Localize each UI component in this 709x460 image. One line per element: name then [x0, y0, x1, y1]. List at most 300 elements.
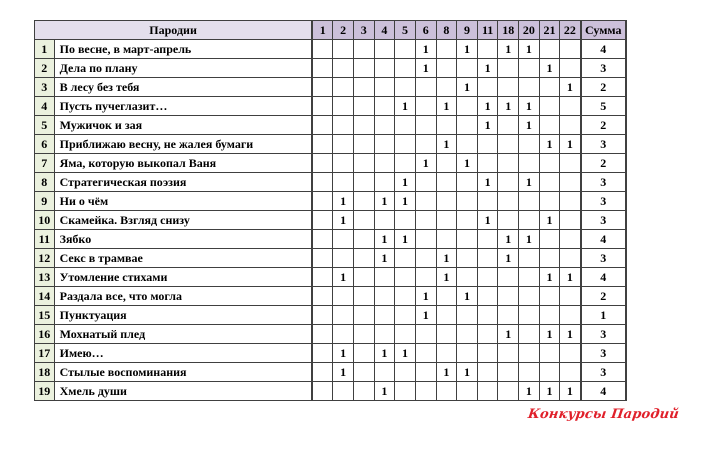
vote-cell: [498, 382, 519, 401]
vote-cell: [374, 363, 395, 382]
vote-cell: [312, 97, 333, 116]
vote-cell: 1: [436, 268, 457, 287]
vote-cell: [560, 40, 581, 59]
vote-cell: [353, 344, 374, 363]
vote-cell: [333, 173, 354, 192]
vote-cell: [539, 344, 560, 363]
parody-title: Пусть пучеглазит…: [54, 97, 312, 116]
vote-cell: 1: [539, 135, 560, 154]
vote-cell: [519, 344, 540, 363]
parody-title: Хмель души: [54, 382, 312, 401]
row-number: 17: [35, 344, 55, 363]
vote-cell: [519, 268, 540, 287]
vote-cell: [498, 287, 519, 306]
vote-cell: 1: [415, 40, 436, 59]
vote-cell: [457, 382, 478, 401]
vote-cell: [498, 211, 519, 230]
vote-cell: [519, 325, 540, 344]
sum-cell: 3: [581, 135, 627, 154]
vote-cell: [436, 287, 457, 306]
sum-cell: 3: [581, 325, 627, 344]
row-number: 15: [35, 306, 55, 325]
parody-title: Скамейка. Взгляд снизу: [54, 211, 312, 230]
vote-cell: [395, 287, 416, 306]
vote-cell: [312, 78, 333, 97]
vote-cell: [353, 116, 374, 135]
vote-cell: [498, 268, 519, 287]
vote-cell: [498, 116, 519, 135]
vote-cell: [312, 59, 333, 78]
vote-cell: [415, 173, 436, 192]
vote-cell: [374, 59, 395, 78]
vote-cell: [312, 211, 333, 230]
parody-title: Стылые воспоминания: [54, 363, 312, 382]
table-row: [35, 40, 627, 59]
vote-cell: [374, 173, 395, 192]
row-number: 7: [35, 154, 55, 173]
vote-cell: [353, 211, 374, 230]
vote-cell: [498, 173, 519, 192]
vote-cell: [539, 97, 560, 116]
vote-cell: [374, 325, 395, 344]
vote-cell: [498, 154, 519, 173]
vote-cell: 1: [436, 135, 457, 154]
vote-cell: 1: [539, 325, 560, 344]
vote-cell: [374, 78, 395, 97]
vote-cell: [436, 230, 457, 249]
sum-cell: 2: [581, 154, 627, 173]
vote-cell: [477, 268, 498, 287]
vote-cell: [333, 78, 354, 97]
vote-cell: [415, 192, 436, 211]
row-number: 12: [35, 249, 55, 268]
vote-cell: [395, 306, 416, 325]
row-number: 19: [35, 382, 55, 401]
vote-cell: [312, 249, 333, 268]
row-number: 6: [35, 135, 55, 154]
vote-cell: [415, 116, 436, 135]
vote-cell: [312, 382, 333, 401]
table-row: [35, 363, 627, 382]
vote-cell: [539, 192, 560, 211]
vote-cell: [457, 325, 478, 344]
sum-cell: 2: [581, 116, 627, 135]
vote-cell: [477, 306, 498, 325]
vote-cell: [436, 344, 457, 363]
vote-cell: [353, 173, 374, 192]
sum-cell: 3: [581, 363, 627, 382]
vote-cell: [415, 325, 436, 344]
vote-cell: 1: [498, 97, 519, 116]
vote-cell: [498, 59, 519, 78]
vote-cell: 1: [457, 78, 478, 97]
vote-cell: [436, 154, 457, 173]
vote-cell: 1: [457, 40, 478, 59]
vote-cell: 1: [539, 382, 560, 401]
row-number: 11: [35, 230, 55, 249]
vote-cell: [539, 40, 560, 59]
vote-cell: [333, 59, 354, 78]
vote-cell: 1: [519, 230, 540, 249]
results-table: [34, 20, 627, 401]
vote-cell: 1: [395, 344, 416, 363]
vote-cell: [312, 344, 333, 363]
row-number: 2: [35, 59, 55, 78]
table-row: [35, 382, 627, 401]
column-header: 20: [519, 21, 540, 40]
vote-cell: [539, 287, 560, 306]
vote-cell: [374, 97, 395, 116]
vote-cell: [353, 287, 374, 306]
vote-cell: [457, 211, 478, 230]
vote-cell: [333, 325, 354, 344]
vote-cell: [333, 306, 354, 325]
vote-cell: [415, 268, 436, 287]
vote-cell: 1: [333, 268, 354, 287]
sum-cell: 1: [581, 306, 627, 325]
vote-cell: [312, 135, 333, 154]
table-row: [35, 287, 627, 306]
header-row: [35, 21, 627, 40]
sum-cell: 2: [581, 287, 627, 306]
vote-cell: [353, 40, 374, 59]
vote-cell: [415, 78, 436, 97]
vote-cell: [436, 382, 457, 401]
vote-cell: [374, 306, 395, 325]
vote-cell: [519, 59, 540, 78]
vote-cell: [415, 382, 436, 401]
vote-cell: [498, 192, 519, 211]
vote-cell: 1: [374, 192, 395, 211]
vote-cell: [353, 249, 374, 268]
vote-cell: 1: [539, 268, 560, 287]
vote-cell: [519, 287, 540, 306]
vote-cell: [312, 363, 333, 382]
vote-cell: [457, 135, 478, 154]
vote-cell: [353, 59, 374, 78]
vote-cell: [333, 230, 354, 249]
table-row: [35, 249, 627, 268]
vote-cell: [498, 135, 519, 154]
vote-cell: 1: [395, 192, 416, 211]
vote-cell: 1: [374, 382, 395, 401]
sum-cell: 3: [581, 192, 627, 211]
vote-cell: [519, 135, 540, 154]
vote-cell: 1: [519, 40, 540, 59]
vote-cell: [333, 116, 354, 135]
table-row: [35, 173, 627, 192]
sum-cell: 4: [581, 268, 627, 287]
sum-cell: 2: [581, 78, 627, 97]
vote-cell: 1: [477, 116, 498, 135]
vote-cell: 1: [415, 287, 436, 306]
column-header: 11: [477, 21, 498, 40]
vote-cell: [560, 344, 581, 363]
vote-cell: 1: [374, 249, 395, 268]
vote-cell: 1: [477, 97, 498, 116]
vote-cell: [395, 40, 416, 59]
vote-cell: [374, 211, 395, 230]
vote-cell: [436, 59, 457, 78]
vote-cell: [477, 325, 498, 344]
vote-cell: [333, 97, 354, 116]
vote-cell: [353, 135, 374, 154]
vote-cell: [353, 230, 374, 249]
vote-cell: [353, 78, 374, 97]
vote-cell: [560, 116, 581, 135]
sum-cell: 4: [581, 230, 627, 249]
vote-cell: [415, 230, 436, 249]
vote-cell: [539, 78, 560, 97]
results-table-container: [34, 20, 627, 401]
vote-cell: [312, 154, 333, 173]
parody-title: Яма, которую выкопал Ваня: [54, 154, 312, 173]
parody-title: Приближаю весну, не жалея бумаги: [54, 135, 312, 154]
row-number: 18: [35, 363, 55, 382]
sum-cell: 3: [581, 249, 627, 268]
vote-cell: [312, 306, 333, 325]
vote-cell: [457, 59, 478, 78]
vote-cell: 1: [498, 40, 519, 59]
vote-cell: [353, 192, 374, 211]
vote-cell: [333, 287, 354, 306]
vote-cell: [560, 287, 581, 306]
vote-cell: [415, 363, 436, 382]
vote-cell: 1: [519, 382, 540, 401]
vote-cell: [560, 154, 581, 173]
vote-cell: [560, 59, 581, 78]
vote-cell: 1: [415, 59, 436, 78]
vote-cell: [539, 230, 560, 249]
parody-title: Мохнатый плед: [54, 325, 312, 344]
vote-cell: [415, 97, 436, 116]
vote-cell: 1: [477, 211, 498, 230]
vote-cell: [395, 211, 416, 230]
vote-cell: 1: [498, 249, 519, 268]
vote-cell: [415, 211, 436, 230]
vote-cell: [539, 173, 560, 192]
row-number: 13: [35, 268, 55, 287]
sum-cell: 3: [581, 173, 627, 192]
vote-cell: [395, 78, 416, 97]
vote-cell: [374, 287, 395, 306]
vote-cell: [477, 154, 498, 173]
vote-cell: 1: [560, 268, 581, 287]
sum-cell: 4: [581, 382, 627, 401]
vote-cell: [353, 154, 374, 173]
vote-cell: [312, 287, 333, 306]
vote-cell: 1: [457, 287, 478, 306]
row-number: 4: [35, 97, 55, 116]
parody-title: Секс в трамвае: [54, 249, 312, 268]
vote-cell: [519, 211, 540, 230]
vote-cell: [457, 306, 478, 325]
table-row: [35, 116, 627, 135]
column-header: 18: [498, 21, 519, 40]
vote-cell: 1: [560, 325, 581, 344]
parody-title: Ни о чём: [54, 192, 312, 211]
vote-cell: [395, 249, 416, 268]
vote-cell: 1: [498, 230, 519, 249]
vote-cell: [498, 78, 519, 97]
column-header: 4: [374, 21, 395, 40]
vote-cell: [395, 135, 416, 154]
vote-cell: [539, 363, 560, 382]
vote-cell: [312, 116, 333, 135]
vote-cell: [457, 268, 478, 287]
vote-cell: [395, 363, 416, 382]
vote-cell: [312, 173, 333, 192]
vote-cell: 1: [539, 211, 560, 230]
vote-cell: [395, 268, 416, 287]
vote-cell: [395, 116, 416, 135]
vote-cell: [519, 249, 540, 268]
column-header: 9: [457, 21, 478, 40]
vote-cell: [374, 154, 395, 173]
row-number: 5: [35, 116, 55, 135]
row-number: 1: [35, 40, 55, 59]
vote-cell: [353, 382, 374, 401]
vote-cell: [477, 287, 498, 306]
vote-cell: [560, 306, 581, 325]
vote-cell: 1: [333, 363, 354, 382]
column-header: 8: [436, 21, 457, 40]
vote-cell: 1: [477, 173, 498, 192]
vote-cell: 1: [519, 116, 540, 135]
vote-cell: [457, 344, 478, 363]
vote-cell: [353, 97, 374, 116]
vote-cell: [477, 78, 498, 97]
vote-cell: [353, 325, 374, 344]
table-row: [35, 268, 627, 287]
parody-title: Мужичок и зая: [54, 116, 312, 135]
vote-cell: [477, 40, 498, 59]
vote-cell: 1: [395, 173, 416, 192]
vote-cell: 1: [539, 59, 560, 78]
vote-cell: [333, 154, 354, 173]
parody-title: Утомление стихами: [54, 268, 312, 287]
vote-cell: [333, 249, 354, 268]
vote-cell: 1: [374, 230, 395, 249]
vote-cell: 1: [436, 249, 457, 268]
vote-cell: [436, 78, 457, 97]
table-row: [35, 154, 627, 173]
parody-title: Зябко: [54, 230, 312, 249]
parody-title: Дела по плану: [54, 59, 312, 78]
vote-cell: 1: [415, 154, 436, 173]
vote-cell: [519, 363, 540, 382]
vote-cell: [436, 325, 457, 344]
sum-cell: 3: [581, 59, 627, 78]
vote-cell: [333, 135, 354, 154]
table-row: [35, 192, 627, 211]
vote-cell: [560, 211, 581, 230]
sum-cell: 4: [581, 40, 627, 59]
row-number: 10: [35, 211, 55, 230]
vote-cell: [560, 230, 581, 249]
vote-cell: [395, 154, 416, 173]
vote-cell: [560, 192, 581, 211]
vote-cell: [374, 116, 395, 135]
column-header: 5: [395, 21, 416, 40]
row-number: 3: [35, 78, 55, 97]
vote-cell: 1: [560, 78, 581, 97]
vote-cell: [436, 306, 457, 325]
column-header: 22: [560, 21, 581, 40]
table-row: [35, 135, 627, 154]
vote-cell: [436, 192, 457, 211]
table-body: [35, 40, 627, 401]
contest-logo: Конкурсы Пародий: [526, 407, 680, 422]
parody-title: По весне, в март-апрель: [54, 40, 312, 59]
vote-cell: [415, 249, 436, 268]
vote-cell: [539, 116, 560, 135]
row-number: 9: [35, 192, 55, 211]
vote-cell: [395, 59, 416, 78]
vote-cell: [457, 173, 478, 192]
vote-cell: [333, 382, 354, 401]
vote-cell: [477, 230, 498, 249]
vote-cell: [353, 306, 374, 325]
sum-cell: 5: [581, 97, 627, 116]
vote-cell: [457, 192, 478, 211]
vote-cell: [539, 249, 560, 268]
table-row: [35, 78, 627, 97]
vote-cell: 1: [333, 211, 354, 230]
vote-cell: [436, 116, 457, 135]
vote-cell: [395, 325, 416, 344]
vote-cell: [477, 249, 498, 268]
vote-cell: [560, 363, 581, 382]
vote-cell: [560, 249, 581, 268]
parody-title: В лесу без тебя: [54, 78, 312, 97]
vote-cell: [436, 211, 457, 230]
vote-cell: 1: [395, 230, 416, 249]
vote-cell: [498, 344, 519, 363]
vote-cell: 1: [436, 363, 457, 382]
vote-cell: [312, 192, 333, 211]
vote-cell: [477, 363, 498, 382]
vote-cell: [312, 40, 333, 59]
table-row: [35, 344, 627, 363]
table-row: [35, 59, 627, 78]
vote-cell: 1: [333, 344, 354, 363]
vote-cell: [457, 97, 478, 116]
vote-cell: [436, 173, 457, 192]
vote-cell: [436, 40, 457, 59]
vote-cell: [457, 116, 478, 135]
column-header: 21: [539, 21, 560, 40]
vote-cell: [457, 230, 478, 249]
table-row: [35, 325, 627, 344]
sum-header: Сумма: [581, 21, 627, 40]
vote-cell: [333, 40, 354, 59]
row-number: 14: [35, 287, 55, 306]
vote-cell: [374, 40, 395, 59]
sum-cell: 3: [581, 344, 627, 363]
vote-cell: [560, 173, 581, 192]
vote-cell: 1: [477, 59, 498, 78]
sum-cell: 3: [581, 211, 627, 230]
vote-cell: 1: [457, 363, 478, 382]
table-row: [35, 211, 627, 230]
vote-cell: [312, 268, 333, 287]
column-header: 6: [415, 21, 436, 40]
row-number: 8: [35, 173, 55, 192]
vote-cell: 1: [457, 154, 478, 173]
vote-cell: [519, 306, 540, 325]
table-row: [35, 97, 627, 116]
